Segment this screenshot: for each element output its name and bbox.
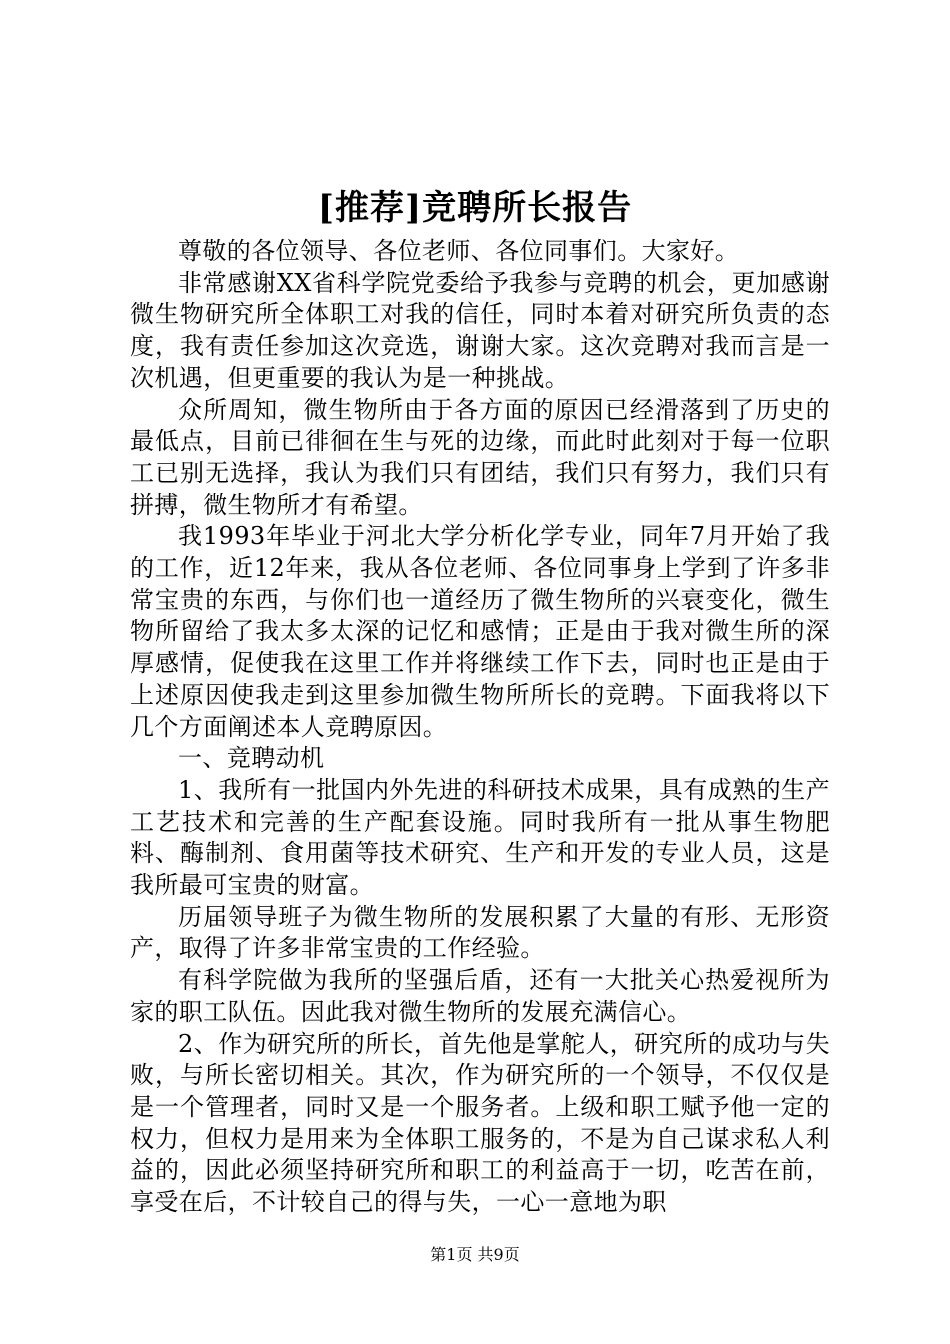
document-title: [推荐]竞聘所长报告 [317, 188, 633, 228]
document-body [130, 236, 830, 1219]
paragraph-background: 我1993年毕业于河北大学分析化学专业，同年7月开始了我的工作，近12年来，我从各位老师、各位同事身上学到了许多非常宝贵的东西，与你们也一道经历了微生物所的兴衰变化，微生物所留给了我太多太深的记忆和感情；正是由于我对微生所的深厚感情，促使我在这里工作并将继续工作下去，同时也正是由于上述原因使我走到这里参加微生物所所长的竞聘。下面我将以下几个方面阐述本人竞聘原因。 [130, 522, 830, 741]
paragraph-point-2: 2、作为研究所的所长，首先他是掌舵人，研究所的成功与失败，与所长密切相关。其次，作为研究所的一个领导，不仅仅是是一个管理者，同时又是一个服务者。上级和职工赋予他一定的权力，但权力是用来为全体职工服务的，不是为自己谋求私人利益的，因此必须坚持研究所和职工的利益高于一切，吃苦在前，享受在后，不计较自己的得与失，一心一意地为职 [130, 1029, 830, 1217]
page-footer: 第1页 共9页 [430, 1245, 520, 1264]
paragraph-greeting: 尊敬的各位领导、各位老师、各位同事们。大家好。 [178, 237, 740, 265]
section-heading-motivation: 一、竞聘动机 [178, 744, 325, 773]
paragraph-support: 有科学院做为我所的坚强后盾，还有一大批关心热爱视所为家的职工队伍。因此我对微生物所的发展充满信心。 [130, 966, 830, 1026]
paragraph-leadership: 历届领导班子为微生物所的发展积累了大量的有形、无形资产，取得了许多非常宝贵的工作经验。 [130, 902, 830, 963]
paragraph-point-1: 1、我所有一批国内外先进的科研技术成果，具有成熟的生产工艺技术和完善的生产配套设施。同时我所有一批从事生物肥料、酶制剂、食用菌等技术研究、生产和开发的专业人员，这是我所最可宝贵的财富。 [130, 775, 830, 900]
paragraph-situation: 众所周知，微生物所由于各方面的原因已经滑落到了历史的最低点，目前已徘徊在生与死的边缘，而此时此刻对于每一位职工已别无选择，我认为我们只有团结，我们只有努力，我们只有拼搏，微生物所才有希望。 [130, 395, 830, 519]
paragraph-thanks: 非常感谢XX省科学院党委给予我参与竞聘的机会，更加感谢微生物研究所全体职工对我的信任，同时本着对研究所负责的态度，我有责任参加这次竞选，谢谢大家。这次竞聘对我而言是一次机遇，但更重要的我认为是一种挑战。 [130, 268, 830, 392]
